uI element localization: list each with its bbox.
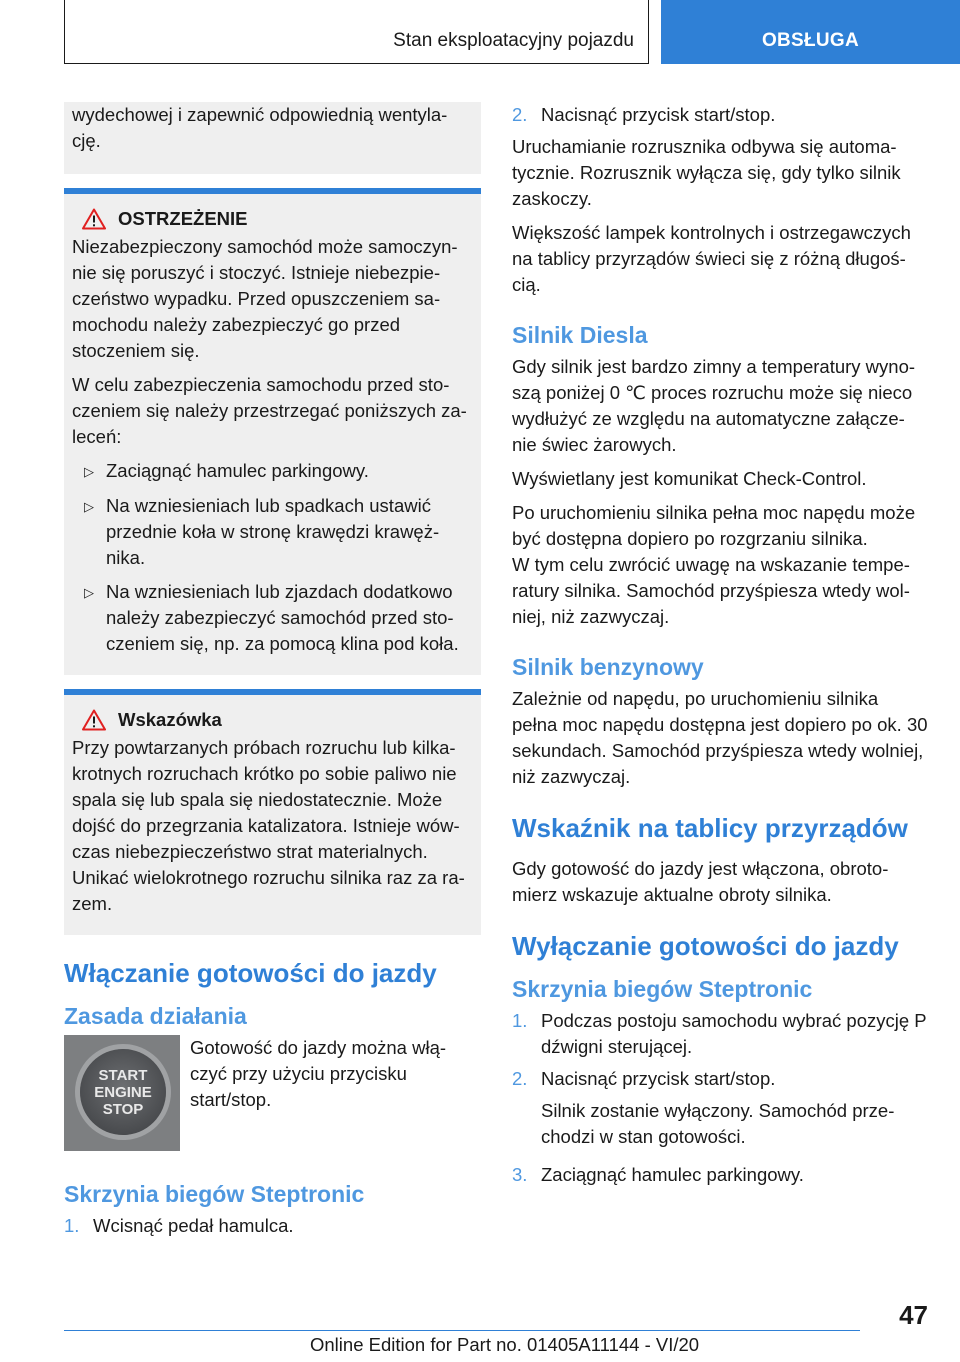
start-stop-button-icon: START ENGINE STOP: [80, 1049, 166, 1135]
left-column: [64, 102, 481, 1245]
heading-enable-drive: Włączanie gotowości do jazdy: [64, 958, 437, 988]
heading-steptronic-on: Skrzynia biegów Steptronic: [64, 1181, 365, 1207]
lamps-text: Większość lampek kontrolnych i ostrzegawczych na tablicy przyrządów świeci się z różną długoś-cią.: [512, 222, 911, 295]
petrol-text: Zależnie od napędu, po uruchomieniu silnika pełna moc napędu dostępna jest dopiero po ok. 30 sekundach. Samochód przyśpiesza wtedy wolniej, niż zazwyczaj.: [512, 688, 928, 787]
step-item: 2. Nacisnąć przycisk start/stop.: [512, 104, 776, 125]
heading-gauge: Wskaźnik na tablicy przyrządów: [512, 813, 908, 843]
step-item: 3. Zaciągnąć hamulec parkingowy.: [512, 1164, 804, 1185]
list-item: ▷ Na wzniesieniach lub zjazdach dodatkowo należy zabezpieczyć samochód przed sto-czeniem się, np. za pomocą klina pod koła.: [72, 579, 473, 657]
gauge-text: Gdy gotowość do jazdy jest włączona, obroto-mierz wskazuje aktualne obroty silnika.: [512, 858, 889, 905]
header-title: Stan eksploatacyjny pojazdu: [393, 30, 634, 51]
warning-text-2: W celu zabezpieczenia samochodu przed sto-czeniem się należy przestrzegać poniższych za-leceń:: [72, 374, 467, 447]
footer-edition: Online Edition for Part no. 01405A11144 - VI/20: [310, 1334, 700, 1355]
header-section: OBSŁUGA: [761, 30, 860, 51]
heading-petrol: Silnik benzynowy: [512, 654, 704, 680]
warning-triangle-icon: [82, 709, 106, 731]
step-item: 2. Nacisnąć przycisk start/stop. Silnik zostanie wyłączony. Samochód prze-chodzi w stan gotowości.: [512, 1068, 895, 1147]
start-stop-button-image: [64, 1035, 180, 1151]
note-title-row: [72, 709, 473, 731]
footer-divider: [64, 1330, 860, 1331]
principle-row: [64, 1035, 481, 1151]
note-title: Wskazówka: [118, 709, 222, 730]
step-item: 1. Wcisnąć pedał hamulca.: [64, 1215, 294, 1236]
triangle-bullet-icon: ▷: [84, 585, 94, 600]
note-box: [64, 689, 481, 935]
list-item: ▷ Zaciągnąć hamulec parkingowy.: [72, 458, 473, 485]
note-text: Przy powtarzanych próbach rozruchu lub kilka-krotnych rozruchach krótko po sobie paliwo nie spala się lub spala się niedostatecznie. Może dojść do przegrzania katalizatora. Istnieje wów-czas niebezpieczeństwo strat materialnych. Unikać wielokrotnego rozruchu silnika raz za ra-zem.: [72, 737, 465, 914]
step-item: 1. Podczas postoju samochodu wybrać pozycję P dźwigni sterującej.: [512, 1010, 927, 1057]
page-number: 47: [899, 1300, 928, 1330]
triangle-bullet-icon: ▷: [84, 464, 94, 479]
continued-box: [64, 102, 481, 174]
starter-text: Uruchamianie rozrusznika odbywa się automa-tycznie. Rozrusznik wyłącza się, gdy tylko silnik zaskoczy.: [512, 136, 901, 209]
heading-diesel: Silnik Diesla: [512, 322, 648, 348]
continued-text: wydechowej i zapewnić odpowiednią wentyla-cję.: [72, 104, 448, 151]
warning-title: OSTRZEŻENIE: [118, 208, 248, 229]
list-item: ▷ Na wzniesieniach lub spadkach ustawić przednie koła w stronę krawędzi krawęż-nika.: [72, 493, 473, 571]
principle-text: Gotowość do jazdy można włą-czyć przy użyciu przycisku start/stop.: [190, 1037, 447, 1110]
warning-list: [72, 458, 473, 657]
header-title-box: [64, 0, 649, 64]
steps-continued: [512, 102, 928, 128]
steps-on: [64, 1213, 481, 1239]
warning-triangle-icon: [82, 208, 106, 230]
steps-off: [512, 1008, 928, 1188]
right-column: [512, 102, 928, 1194]
warning-title-row: [72, 208, 473, 230]
diesel-text-2: Wyświetlany jest komunikat Check-Control.: [512, 468, 867, 489]
triangle-bullet-icon: ▷: [84, 499, 94, 514]
diesel-text-1: Gdy silnik jest bardzo zimny a temperatury wyno-szą poniżej 0 ℃ proces rozruchu może się nieco wydłużyć ze względu na automatyczne załącze-nie świec żarowych.: [512, 356, 916, 455]
header-section-tab: [661, 0, 960, 64]
heading-principle: Zasada działania: [64, 1003, 247, 1029]
heading-steptronic-off: Skrzynia biegów Steptronic: [512, 976, 813, 1002]
diesel-text-4: W tym celu zwrócić uwagę na wskazanie tempe-ratury silnika. Samochód przyśpiesza wtedy wol-niej, niż zazwyczaj.: [512, 554, 910, 627]
warning-text-1: Niezabezpieczony samochód może samoczyn-nie się poruszyć i stoczyć. Istnieje niebezpie-czeństwo wypadku. Przed opuszczeniem sa-mochodu należy zabezpieczyć go przed stoczeniem się.: [72, 236, 458, 361]
warning-box: [64, 188, 481, 675]
heading-disable-drive: Wyłączanie gotowości do jazdy: [512, 931, 899, 961]
diesel-text-3: Po uruchomieniu silnika pełna moc napędu może być dostępna dopiero po rozgrzaniu silnika.: [512, 502, 916, 549]
